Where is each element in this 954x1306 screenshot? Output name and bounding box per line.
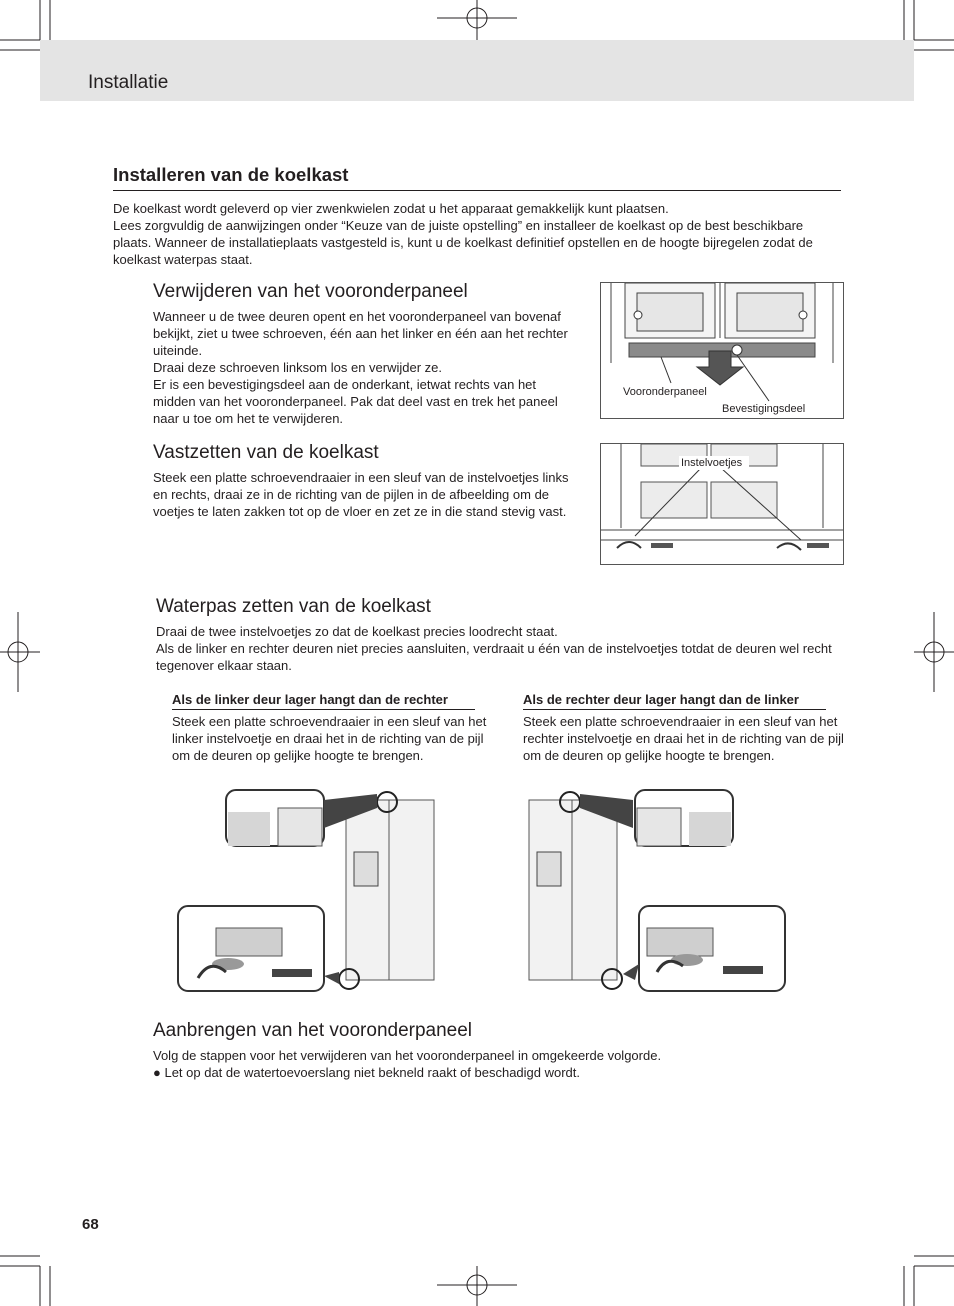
page-title: Installeren van de koelkast [113,164,349,185]
secure-text: Steek een platte schroevendraaier in een sleuf van de instelvoetjes links en rechts, draai ze in de richting van de pijlen in de afbeelding om de voetjes te laten zakken tot op de vloer en zet ze in die stand stevig vast. [153,470,569,519]
remove-panel-text [153,308,581,427]
remove-panel-heading: Verwijderen van het vooronderpaneel [153,281,468,302]
remove-panel-paragraph: Wanneer u de twee deuren opent en het vooronderpaneel van bovenaf bekijkt, ziet u twee schroeven, één aan het linker en één aan het rechter uiteinde. [153,309,568,358]
right-case-text: Steek een platte schroevendraaier in een sleuf van het rechter instelvoetje en draai het in de richting van de pijl om de deuren op gelijke hoogte te brengen. [523,714,844,763]
panel-label: Vooronderpaneel [623,386,707,398]
right-case-rule [523,709,826,710]
remove-panel-paragraph: Er is een bevestigingsdeel aan de onderkant, ietwat rechts van het midden van het vooronderpaneel. Pak dat deel vast en trek het paneel naar u toe om het te verwijderen. [153,377,558,426]
refit-bullet: ● Let op dat de watertoevoerslang niet bekneld raakt of beschadigd wordt. [153,1065,581,1080]
page-number: 68 [82,1216,99,1233]
level-paragraph: Als de linker en rechter deuren niet precies aansluiten, verdraait u één van de instelvoetjes totdat de deuren wel recht tegenover elkaar staan. [156,641,832,673]
remove-panel-paragraph: Draai deze schroeven linksom los en verwijder ze. [153,360,443,375]
refit-heading: Aanbrengen van het vooronderpaneel [153,1020,473,1041]
header-band [40,40,914,101]
level-text [156,623,846,674]
left-case-figure [176,788,438,994]
refit-text [153,1047,843,1081]
screwdriver-left-icon [651,543,673,548]
remove-panel-figure [600,282,844,419]
left-case-heading: Als de linker deur lager hangt dan de rechter [172,692,448,707]
intro-paragraph: De koelkast wordt geleverd op vier zwenkwielen zodat u het apparaat gemakkelijk kunt plaatsen. [113,201,669,216]
clip-label: Bevestigingsdeel [722,403,806,415]
left-case-text: Steek een platte schroevendraaier in een sleuf van het linker instelvoetje en draai het in de richting van de pijl om de deuren op gelijke hoogte te brengen. [172,714,487,763]
title-rule [113,190,841,191]
intro-text [113,200,841,268]
refit-paragraph: Volg de stappen voor het verwijderen van het vooronderpaneel in omgekeerde volgorde. [153,1048,662,1063]
secure-heading: Vastzetten van de koelkast [153,442,379,463]
section-header: Installatie [88,72,169,93]
screwdriver-right-icon [807,543,829,548]
level-heading: Waterpas zetten van de koelkast [156,596,431,617]
right-case-heading: Als de rechter deur lager hangt dan de linker [523,692,799,707]
left-case-rule [172,709,475,710]
intro-paragraph: Lees zorgvuldig de aanwijzingen onder “Keuze van de juiste opstelling” en installeer de koelkast op de best beschikbare plaats. Wanneer de installatieplaats vastgesteld is, kunt u de koelkast definitief opstellen en de hoogte bijregelen zodat de koelkast waterpas staat. [113,218,813,267]
level-paragraph: Draai de twee instelvoetjes zo dat de koelkast precies loodrecht staat. [156,624,558,639]
screw-right-icon [799,311,807,319]
screw-left-icon [634,311,642,319]
feet-label: Instelvoetjes [681,457,743,469]
right-case-figure [527,788,789,994]
clip-marker-icon [732,345,742,355]
secure-figure [600,443,844,565]
